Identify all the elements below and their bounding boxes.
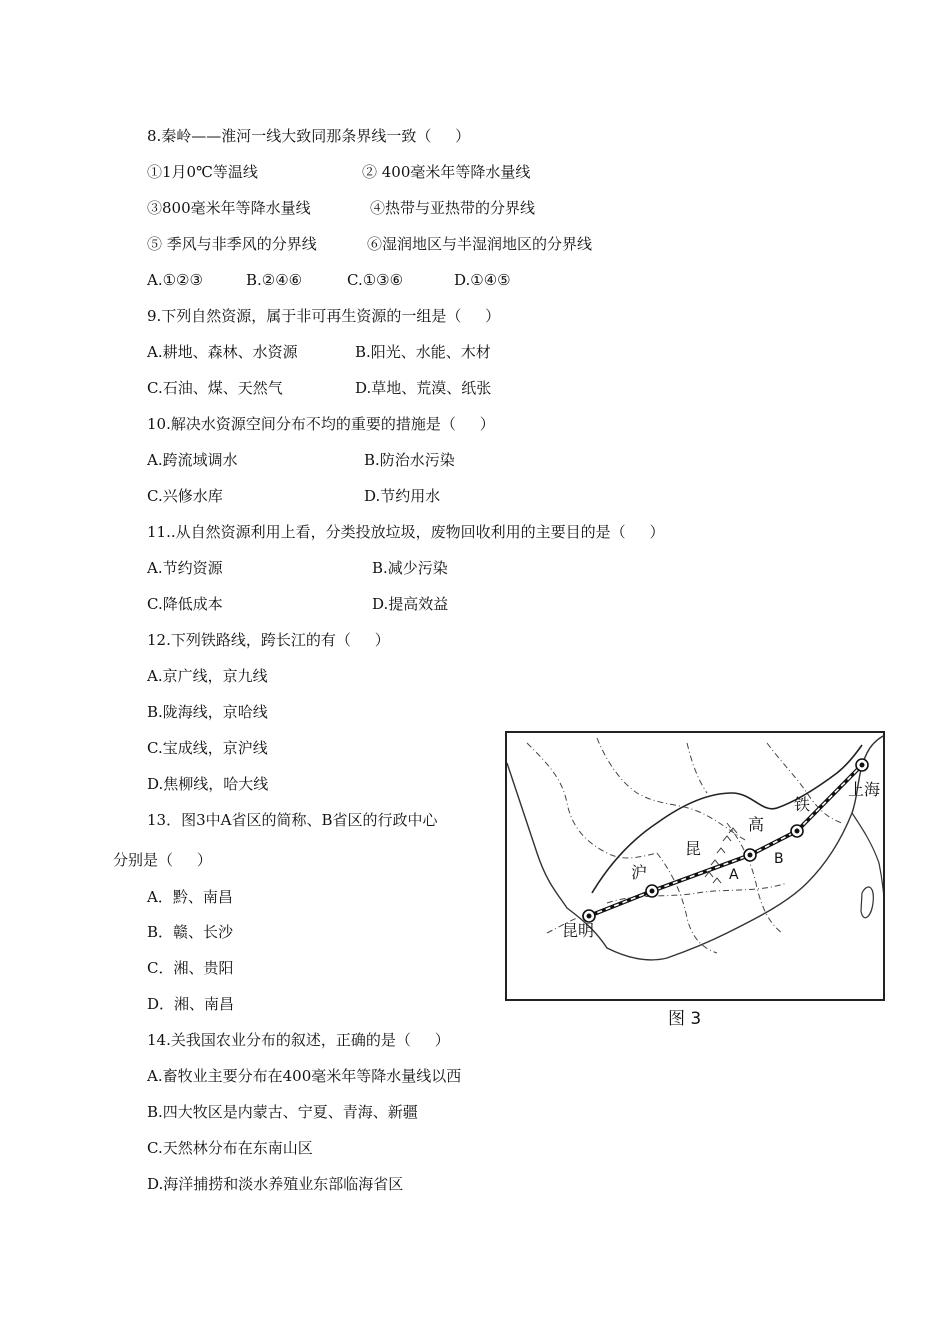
- railway-inner: [589, 765, 862, 916]
- label-kun: 昆: [685, 839, 702, 858]
- q8-option-d: D.①④⑤: [454, 271, 511, 289]
- map-caption: 图 3: [668, 1009, 702, 1029]
- q8-option-c: C.①③⑥: [347, 271, 404, 289]
- railway-outer: [589, 765, 862, 916]
- q13-option-d: D．湘、南昌: [147, 995, 235, 1013]
- label-tie: 铁: [794, 795, 811, 814]
- q12-stem: 12.下列铁路线，跨长江的有（ ）: [147, 631, 390, 649]
- q11-option-a: A.节约资源: [147, 559, 223, 577]
- q14-option-c: C.天然林分布在东南山区: [147, 1139, 313, 1157]
- q10-option-b: B.防治水污染: [364, 451, 455, 469]
- q8-item-6: ⑥湿润地区与半湿润地区的分界线: [367, 235, 593, 253]
- q12-option-a: A.京广线，京九线: [147, 667, 268, 685]
- east-coast: [852, 813, 885, 923]
- q13-option-b: B．赣、长沙: [147, 923, 234, 941]
- q9-option-b: B.阳光、水能、木材: [355, 343, 491, 361]
- q10-stem: 10.解决水资源空间分布不均的重要的措施是（ ）: [147, 415, 495, 433]
- q14-stem: 14.关我国农业分布的叙述，正确的是（ ）: [147, 1031, 450, 1049]
- q10-option-c: C.兴修水库: [147, 487, 223, 505]
- q8-item-4: ④热带与亚热带的分界线: [370, 199, 536, 217]
- label-b: B: [774, 851, 784, 867]
- q9-stem: 9.下列自然资源，属于非可再生资源的一组是（ ）: [147, 307, 501, 325]
- station-2: [646, 885, 658, 897]
- q11-option-d: D.提高效益: [372, 595, 449, 613]
- q13-stem-line1: 13．图3中A省区的简称、B省区的行政中心: [147, 811, 438, 829]
- q8-option-a: A.①②③: [147, 271, 203, 289]
- map-illustration: [507, 733, 885, 1001]
- label-shanghai: 上海: [848, 780, 881, 799]
- label-a: A: [729, 867, 739, 883]
- q14-option-a: A.畜牧业主要分布在400毫米年等降水量线以西: [147, 1067, 462, 1085]
- boundary-1: [527, 743, 657, 858]
- q14-option-b: B.四大牧区是内蒙古、宁夏、青海、新疆: [147, 1103, 418, 1121]
- station-shanghai: [856, 759, 868, 771]
- q12-option-c: C.宝成线，京沪线: [147, 739, 268, 757]
- station-4: [791, 825, 803, 837]
- station-3: [744, 849, 756, 861]
- q13-stem-line2: 分别是（ ）: [113, 851, 212, 869]
- q8-item-3: ③800毫米年等降水量线: [147, 199, 311, 217]
- boundary-7: [687, 743, 707, 793]
- boundary-2: [597, 738, 747, 841]
- q13-option-c: C．湘、贵阳: [147, 959, 234, 977]
- q12-option-b: B.陇海线，京哈线: [147, 703, 268, 721]
- q9-option-d: D.草地、荒漠、纸张: [355, 379, 492, 397]
- q8-item-5: ⑤ 季风与非季风的分界线: [147, 235, 317, 253]
- q10-option-a: A.跨流域调水: [147, 451, 238, 469]
- label-hu: 沪: [631, 863, 648, 882]
- label-kunming: 昆明: [562, 921, 595, 940]
- q9-option-a: A.耕地、森林、水资源: [147, 343, 298, 361]
- q11-option-b: B.减少污染: [372, 559, 448, 577]
- map-figure: [505, 731, 885, 1001]
- boundary-3: [657, 853, 717, 953]
- q9-option-c: C.石油、煤、天然气: [147, 379, 283, 397]
- q14-option-d: D.海洋捕捞和淡水养殖业东部临海省区: [147, 1175, 404, 1193]
- label-gao: 高: [748, 815, 765, 834]
- island: [861, 887, 873, 918]
- q12-option-d: D.焦柳线，哈大线: [147, 775, 269, 793]
- q11-stem: 11..从自然资源利用上看，分类投放垃圾，废物回收利用的主要目的是（ ）: [147, 523, 665, 541]
- q8-stem: 8.秦岭——淮河一线大致同那条界线一致（ ）: [147, 127, 471, 145]
- q8-option-b: B.②④⑥: [246, 271, 303, 289]
- q13-option-a: A．黔、南昌: [147, 888, 233, 906]
- q10-option-d: D.节约用水: [364, 487, 441, 505]
- q8-item-1: ①1月0℃等温线: [147, 163, 258, 181]
- q8-item-2: ② 400毫米年等降水量线: [362, 163, 531, 181]
- q11-option-c: C.降低成本: [147, 595, 223, 613]
